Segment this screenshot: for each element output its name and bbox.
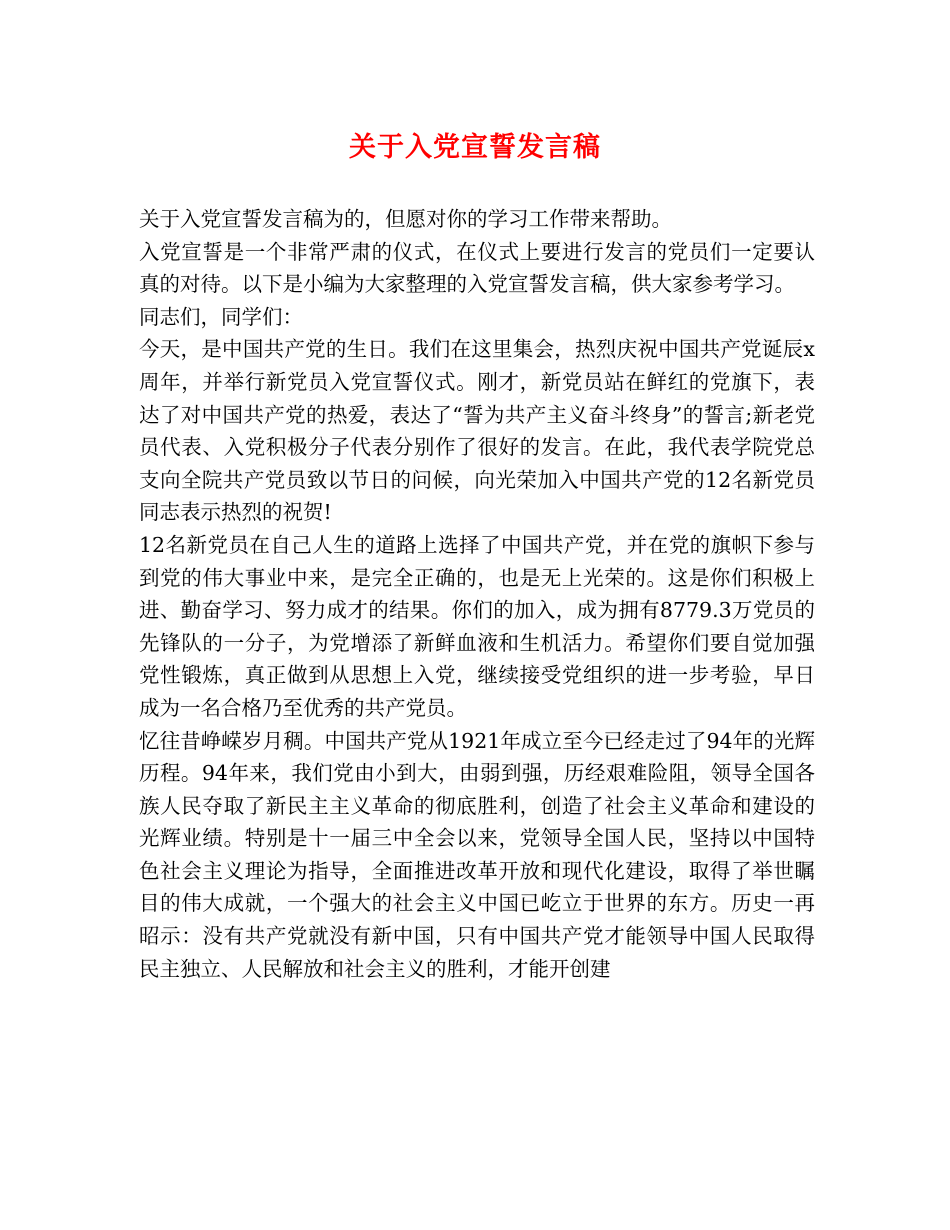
document-body [139,203,815,985]
paragraph-intro: 关于入党宣誓发言稿为的，但愿对你的学习工作带来帮助。 [139,207,672,231]
paragraph-history: 忆往昔峥嵘岁月稠。中国共产党从1921年成立至今已经走过了94年的光辉历程。94年来，我们党由小到大，由弱到强，历经艰难险阻，领导全国各族人民夺取了新民主主义革命的彻底胜利，创造了社会主义革命和建设的光辉业绩。特别是十一届三中全会以来，党领导全国人民，坚持以中国特色社会主义理论为指导，全面推进改革开放和现代化建设，取得了举世瞩目的伟大成就，一个强大的社会主义中国已屹立于世界的东方。历史一再昭示：没有共产党就没有新中国，只有中国共产党才能领导中国人民取得民主独立、人民解放和社会主义的胜利，才能开创建 [139,728,815,981]
paragraph-new-members: 12名新党员在自己人生的道路上选择了中国共产党，并在党的旗帜下参与到党的伟大事业中来，是完全正确的，也是无上光荣的。这是你们积极上进、勤奋学习、努力成才的结果。你们的加入，成为拥有8779.3万党员的先锋队的一分子，为党增添了新鲜血液和生机活力。希望你们要自觉加强党性锻炼，真正做到从思想上入党，继续接受党组织的进一步考验，早日成为一名合格乃至优秀的共产党员。 [139,532,815,720]
document-title: 关于入党宣誓发言稿 [349,132,601,163]
paragraph-opening: 今天，是中国共产党的生日。我们在这里集会，热烈庆祝中国共产党诞辰x周年，并举行新党员入党宣誓仪式。刚才，新党员站在鲜红的党旗下，表达了对中国共产党的热爱，表达了“誓为共产主义奋斗终身”的誓言;新老党员代表、入党积极分子代表分别作了很好的发言。在此，我代表学院党总支向全院共产党员致以节日的问候，向光荣加入中国共产党的12名新党员同志表示热烈的祝贺! [139,337,815,525]
paragraph-preface: 入党宣誓是一个非常严肃的仪式，在仪式上要进行发言的党员们一定要认真的对待。以下是小编为大家整理的入党宣誓发言稿，供大家参考学习。 [139,239,815,297]
paragraph-salutation: 同志们，同学们： [139,304,303,329]
